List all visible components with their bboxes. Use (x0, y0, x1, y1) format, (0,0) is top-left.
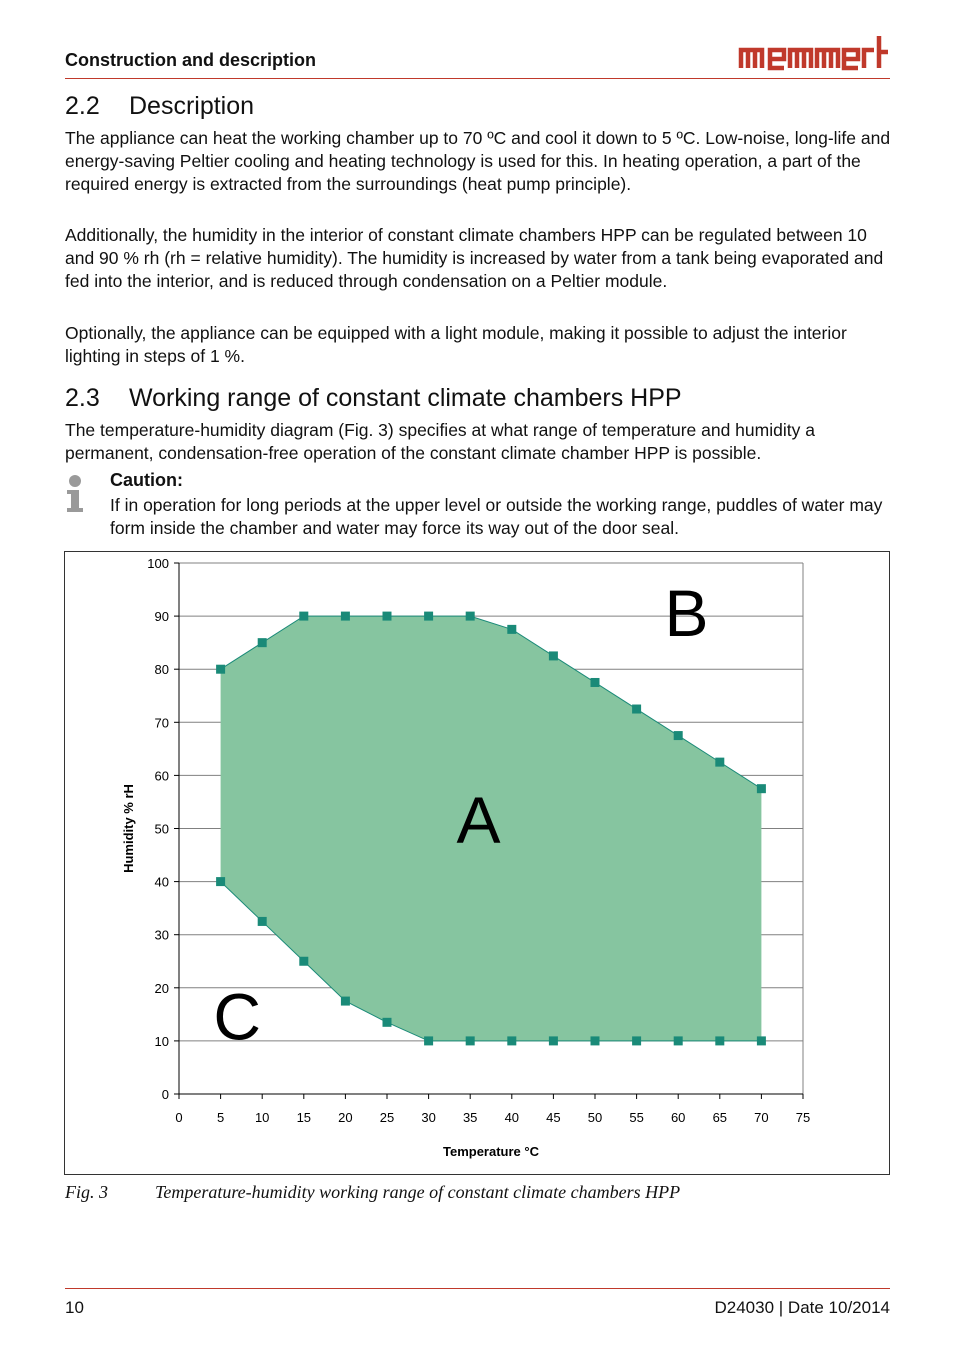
data-point (341, 612, 350, 621)
x-tick-label: 20 (338, 1110, 353, 1125)
x-axis-title: Temperature °C (443, 1144, 539, 1159)
data-point (674, 731, 683, 740)
data-point (715, 1036, 724, 1045)
data-point (258, 917, 267, 926)
x-tick-label: 5 (216, 1110, 225, 1125)
data-point (757, 1036, 766, 1045)
logo-text: memmert (738, 30, 743, 31)
x-tick-label: 65 (712, 1110, 728, 1125)
x-tick-label: 10 (254, 1110, 270, 1125)
y-tick-label: 40 (154, 874, 169, 890)
x-tick-label: 25 (379, 1110, 395, 1125)
data-point (424, 612, 433, 621)
data-point (424, 1036, 433, 1045)
section-number: 2.2 (65, 92, 100, 120)
x-tick-label: 55 (629, 1110, 644, 1125)
x-tick-label: 70 (754, 1110, 769, 1125)
x-tick-label: 35 (462, 1110, 478, 1125)
data-point (341, 997, 350, 1006)
document-info: D24030 | Date 10/2014 (714, 1298, 890, 1317)
data-point (299, 612, 308, 621)
y-tick-label: 90 (154, 609, 169, 625)
section-title: Working range of constant climate chambers HPP (129, 384, 682, 412)
y-tick-label: 50 (154, 821, 169, 837)
x-tick-label: 0 (175, 1110, 183, 1125)
y-tick-label: 60 (154, 768, 169, 784)
x-tick-label: 40 (504, 1110, 520, 1125)
section-title: Description (129, 92, 255, 120)
y-tick-label: 100 (147, 556, 169, 571)
data-point (591, 678, 600, 687)
figure-caption (65, 1182, 680, 1203)
x-tick-label: 60 (670, 1110, 686, 1125)
data-point (258, 638, 267, 647)
data-point (466, 1036, 475, 1045)
section-2-3-heading (65, 384, 682, 413)
description-paragraph-3: Optionally, the appliance can be equipped with a light module, making it possible to adjust the interior lighting in steps of 1 %. (65, 323, 847, 366)
description-paragraph-1: The appliance can heat the working chamber up to 70 ºC and cool it down to 5 ºC. Low-noise, long-life and energy-saving Peltier cooling and heating technology is used for this. In heating operation, a part of the required energy is extracted from the surroundings (heat pump principle). (65, 128, 891, 194)
y-axis-title: Humidity % rH (121, 784, 136, 873)
x-tick-label: 15 (296, 1110, 312, 1125)
x-tick-label: 30 (421, 1110, 436, 1125)
data-point (632, 705, 641, 714)
description-paragraph-2: Additionally, the humidity in the interior of constant climate chambers HPP can be regulated between 10 and 90 % rh (rh = relative humidity). The humidity is increased by water from a tank being evaporated and fed into the interior, and is reduced through condensation on a Peltier module. (65, 225, 884, 291)
x-tick-label: 50 (587, 1110, 603, 1125)
y-tick-label: 10 (154, 1033, 169, 1049)
data-point (216, 877, 225, 886)
data-point (549, 1036, 558, 1045)
caution-title: Caution: (110, 470, 183, 490)
caution-text: If in operation for long periods at the upper level or outside the working range, puddles of water may form inside the chamber and water may force its way out of the door seal. (110, 495, 883, 538)
data-point (383, 1018, 392, 1027)
y-tick-label: 70 (154, 715, 169, 731)
section-number: 2.3 (65, 384, 100, 412)
header-section-title: Construction and description (65, 50, 317, 70)
data-point (757, 784, 766, 793)
data-point (715, 758, 724, 767)
data-point (383, 612, 392, 621)
region-label-a: A (456, 782, 501, 857)
header-rule (65, 78, 890, 79)
data-point (507, 625, 516, 634)
data-point (674, 1036, 683, 1045)
x-tick-label: 45 (546, 1110, 561, 1125)
data-point (632, 1036, 641, 1045)
temperature-humidity-figure (64, 551, 890, 1175)
figure-caption-text: Temperature-humidity working range of constant climate chambers HPP (155, 1182, 681, 1202)
region-label-b: B (664, 575, 709, 650)
data-point (507, 1036, 516, 1045)
y-tick-label: 0 (161, 1087, 169, 1102)
memmert-logo (738, 30, 890, 76)
data-point (216, 665, 225, 674)
data-point (591, 1036, 600, 1045)
info-icon (62, 474, 88, 514)
data-point (299, 957, 308, 966)
data-point (549, 651, 558, 660)
y-tick-label: 20 (154, 980, 169, 996)
page-number: 10 (65, 1298, 84, 1317)
region-label-c: C (213, 979, 262, 1054)
figure-label: Fig. 3 (65, 1182, 108, 1202)
y-tick-label: 30 (154, 927, 169, 943)
temperature-humidity-chart (65, 552, 889, 1174)
x-tick-label: 75 (795, 1110, 811, 1125)
footer-rule (65, 1288, 890, 1289)
working-range-paragraph: The temperature-humidity diagram (Fig. 3) specifies at what range of temperature and humidity a permanent, condensation-free operation of the constant climate chamber HPP is possible. (65, 420, 815, 463)
y-tick-label: 80 (154, 662, 169, 678)
section-2-2-heading (65, 92, 254, 121)
data-point (466, 612, 475, 621)
